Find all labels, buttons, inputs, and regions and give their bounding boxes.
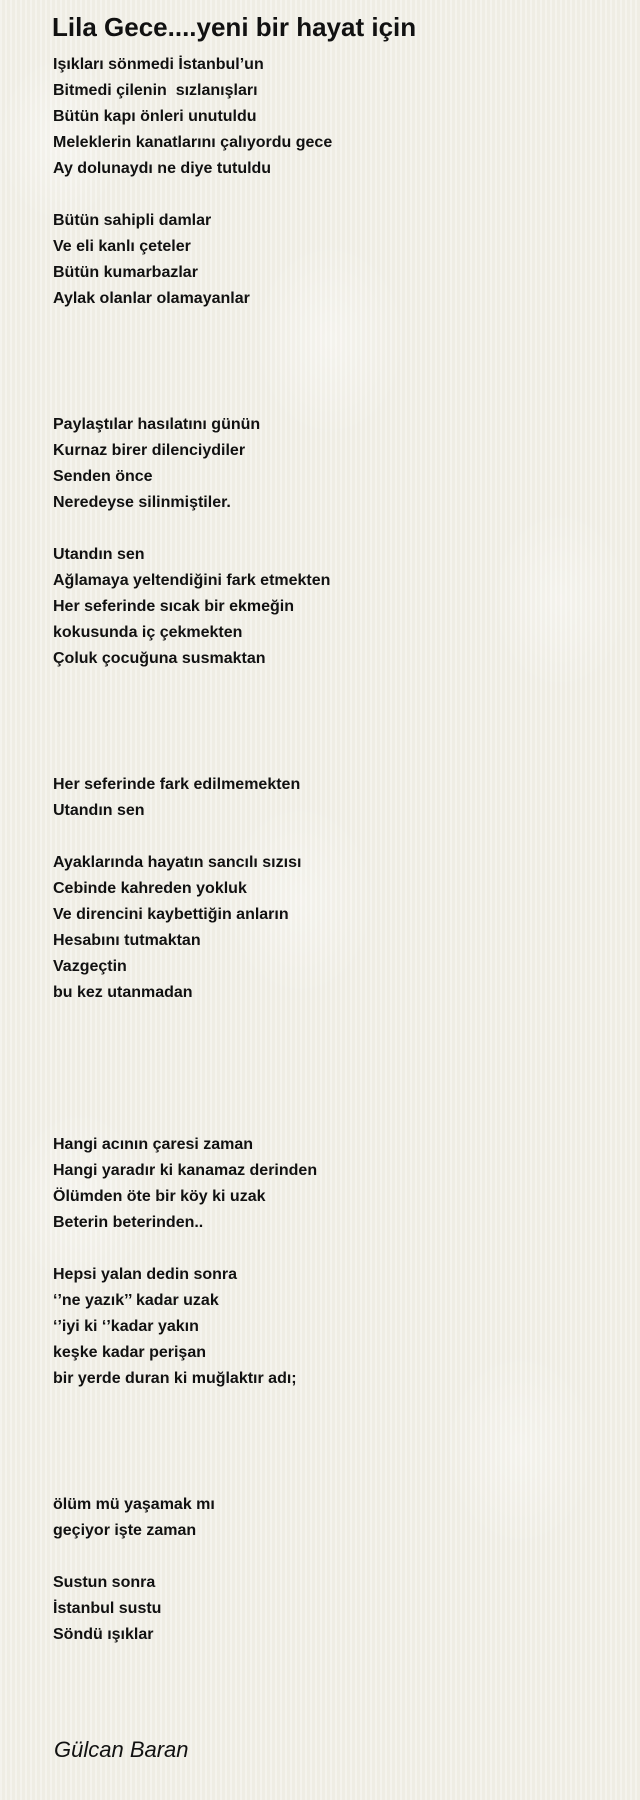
poem-line: Söndü ışıklar [53, 1626, 154, 1643]
poem-line: Vazgeçtin [53, 958, 127, 975]
stanza-8 [53, 1262, 613, 1392]
poem-line: Paylaştılar hasılatını günün [53, 416, 261, 433]
poem-line: Hangi acının çaresi zaman [53, 1136, 254, 1153]
poem-line: ‘’ne yazık’’ kadar uzak [53, 1292, 219, 1309]
stanza-4 [53, 542, 613, 672]
poem-line: bir yerde duran ki muğlaktır adı; [53, 1370, 297, 1387]
poem-line: keşke kadar perişan [53, 1344, 206, 1361]
poem-line: Ayaklarında hayatın sancılı sızısı [53, 854, 302, 871]
poem-line: Kurnaz birer dilenciydiler [53, 442, 246, 459]
stanza-3 [53, 412, 613, 516]
poem-line: Neredeyse silinmiştiler. [53, 494, 231, 511]
poem-line: Senden önce [53, 468, 153, 485]
stanza-7 [53, 1132, 613, 1236]
poem-line: Meleklerin kanatlarını çalıyordu gece [53, 134, 333, 151]
poem-line: Bitmedi çilenin sızlanışları [53, 82, 258, 99]
stanza-6 [53, 850, 613, 1006]
stanza-5 [53, 772, 613, 824]
poem-line: Cebinde kahreden yokluk [53, 880, 247, 897]
poem-line: İstanbul sustu [53, 1600, 162, 1617]
poem-line: Işıkları sönmedi İstanbul’un [53, 56, 264, 73]
poem-line: Beterin beterinden.. [53, 1214, 204, 1231]
poem-line: Bütün kapı önleri unutuldu [53, 108, 257, 125]
stanza-2 [53, 208, 613, 312]
poem-line: Hesabını tutmaktan [53, 932, 201, 949]
poem-line: Çoluk çocuğuna susmaktan [53, 650, 266, 667]
poem-line: Bütün sahipli damlar [53, 212, 212, 229]
poem-line: Hepsi yalan dedin sonra [53, 1266, 238, 1283]
poem-title: Lila Gece....yeni bir hayat için [52, 12, 417, 42]
poem-line: bu kez utanmadan [53, 984, 193, 1001]
poem-line: kokusunda iç çekmekten [53, 624, 243, 641]
poem-line: Aylak olanlar olamayanlar [53, 290, 250, 307]
poem-line: Utandın sen [53, 546, 145, 563]
stanza-9 [53, 1492, 613, 1544]
poem-line: Bütün kumarbazlar [53, 264, 198, 281]
poem-line: Utandın sen [53, 802, 145, 819]
poem-line: Ölümden öte bir köy ki uzak [53, 1188, 266, 1205]
poem-line: Hangi yaradır ki kanamaz derinden [53, 1162, 318, 1179]
poem-line: Her seferinde sıcak bir ekmeğin [53, 598, 294, 615]
poem-body [53, 52, 613, 1674]
poem-line: Ve direncini kaybettiğin anların [53, 906, 289, 923]
poem-line: ölüm mü yaşamak mı [53, 1496, 215, 1513]
poem-line: Ağlamaya yeltendiğini fark etmekten [53, 572, 331, 589]
poem-author: Gülcan Baran [54, 1737, 189, 1762]
poem-line: Ve eli kanlı çeteler [53, 238, 191, 255]
poem-line: Her seferinde fark edilmemekten [53, 776, 301, 793]
poem-line: Sustun sonra [53, 1574, 156, 1591]
poem-line: geçiyor işte zaman [53, 1522, 197, 1539]
stanza-10 [53, 1570, 613, 1648]
stanza-1 [53, 52, 613, 182]
poem-line: ‘’iyi ki ‘’kadar yakın [53, 1318, 199, 1335]
poem-line: Ay dolunaydı ne diye tutuldu [53, 160, 272, 177]
